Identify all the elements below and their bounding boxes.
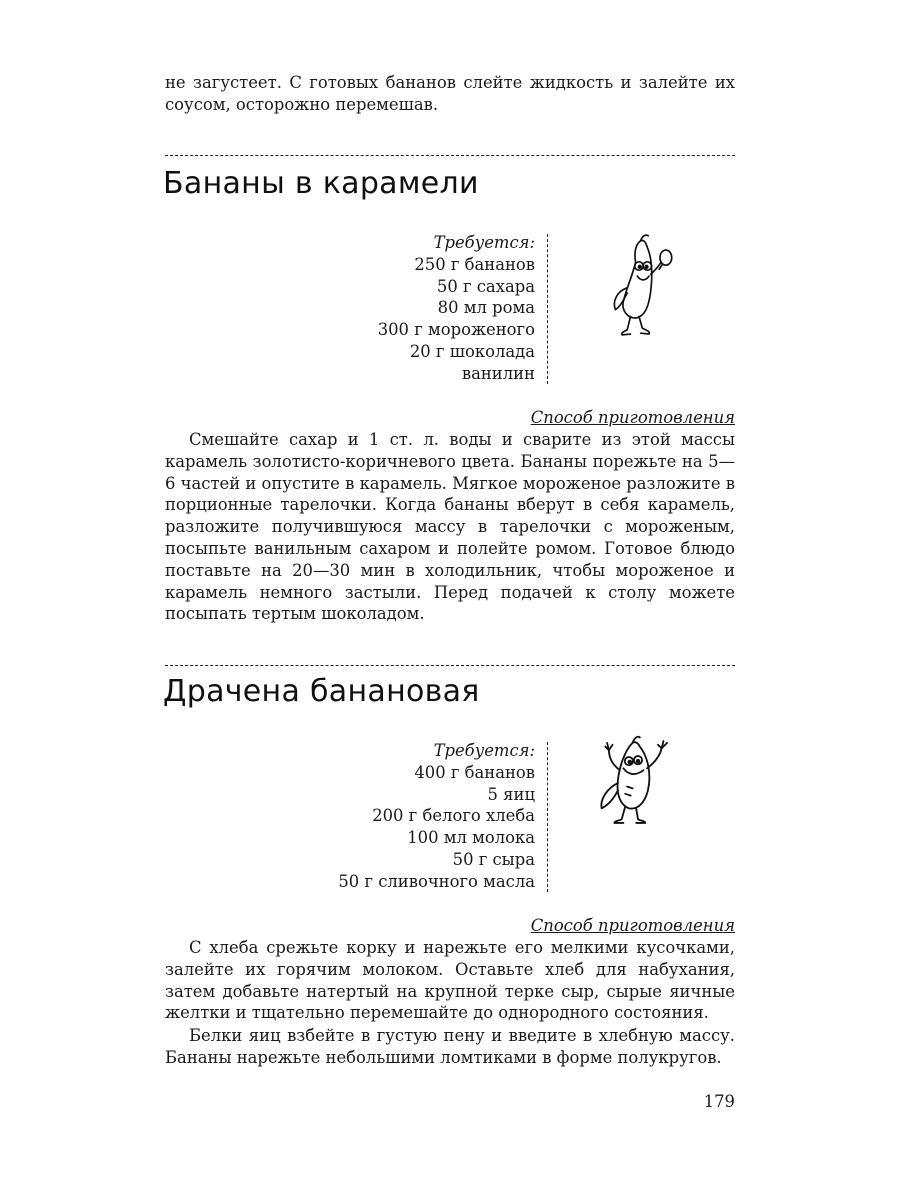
ingredient-item: 50 г сахара xyxy=(436,276,535,296)
ingredient-item: ванилин xyxy=(461,363,535,383)
ingredient-item: 5 яиц xyxy=(487,784,535,804)
banana-waving-icon xyxy=(590,732,686,832)
ingredient-item: 50 г сыра xyxy=(452,849,535,869)
method-paragraph: С хлеба срежьте корку и нарежьте его мелкими кусочками, залейте их горячим молоком. Оставьте хлеб для набухания, затем добавьте натертый на крупной терке сыр, сырые яичные желтки и тщательно перемешайте до однородного состояния. xyxy=(165,938,735,1023)
ingredients-bar xyxy=(547,234,548,384)
ingredient-item: 200 г белого хлеба xyxy=(372,806,535,826)
method-paragraph: Смешайте сахар и 1 ст. л. воды и сварите из этой массы карамель золотисто-коричневого цвета. Бананы порежьте на 5—6 частей и опустите в карамель. Мягкое мороженое разложите в порционные тарелочки. Когда бананы вберут в себя карамель, разложите получившуюся массу в тарелочки с мороженым, посыпьте ванильным сахаром и полейте ромом. Готовое блюдо поставьте на 20—30 мин в холодильник, чтобы мороженое и карамель немного застыли. Перед подачей к столу можете посыпать тертым шоколадом. xyxy=(165,430,735,624)
ingredients-heading: Требуется: xyxy=(433,741,535,760)
ingredient-item: 50 г сливочного масла xyxy=(338,871,535,891)
ingredient-item: 80 мл рома xyxy=(437,298,535,318)
banana-with-mirror-icon xyxy=(602,228,686,346)
ingredient-item: 100 мл молока xyxy=(407,828,535,848)
page-number: 179 xyxy=(703,1092,735,1111)
ingredients-list xyxy=(378,232,535,385)
intro-paragraph: не загустеет. С готовых бананов слейте жидкость и залейте их соусом, осторожно перемешав. xyxy=(165,73,735,114)
recipe-title: Драчена банановая xyxy=(163,674,480,709)
ingredients-bar xyxy=(547,742,548,892)
method-paragraph: Белки яиц взбейте в густую пену и введите в хлебную массу. Бананы нарежьте небольшими ломтиками в форме полукругов. xyxy=(165,1026,735,1067)
ingredients-heading: Требуется: xyxy=(433,233,535,252)
ingredient-item: 400 г бананов xyxy=(414,762,535,782)
section-divider xyxy=(165,665,735,666)
section-divider xyxy=(165,155,735,156)
method-heading: Способ приготовления xyxy=(530,408,735,427)
recipe-title: Бананы в карамели xyxy=(163,166,479,201)
method-heading: Способ приготовления xyxy=(530,916,735,935)
ingredients-list xyxy=(338,740,535,893)
ingredient-item: 20 г шоколада xyxy=(409,341,535,361)
ingredient-item: 250 г бананов xyxy=(414,254,535,274)
ingredient-item: 300 г мороженого xyxy=(377,320,535,340)
